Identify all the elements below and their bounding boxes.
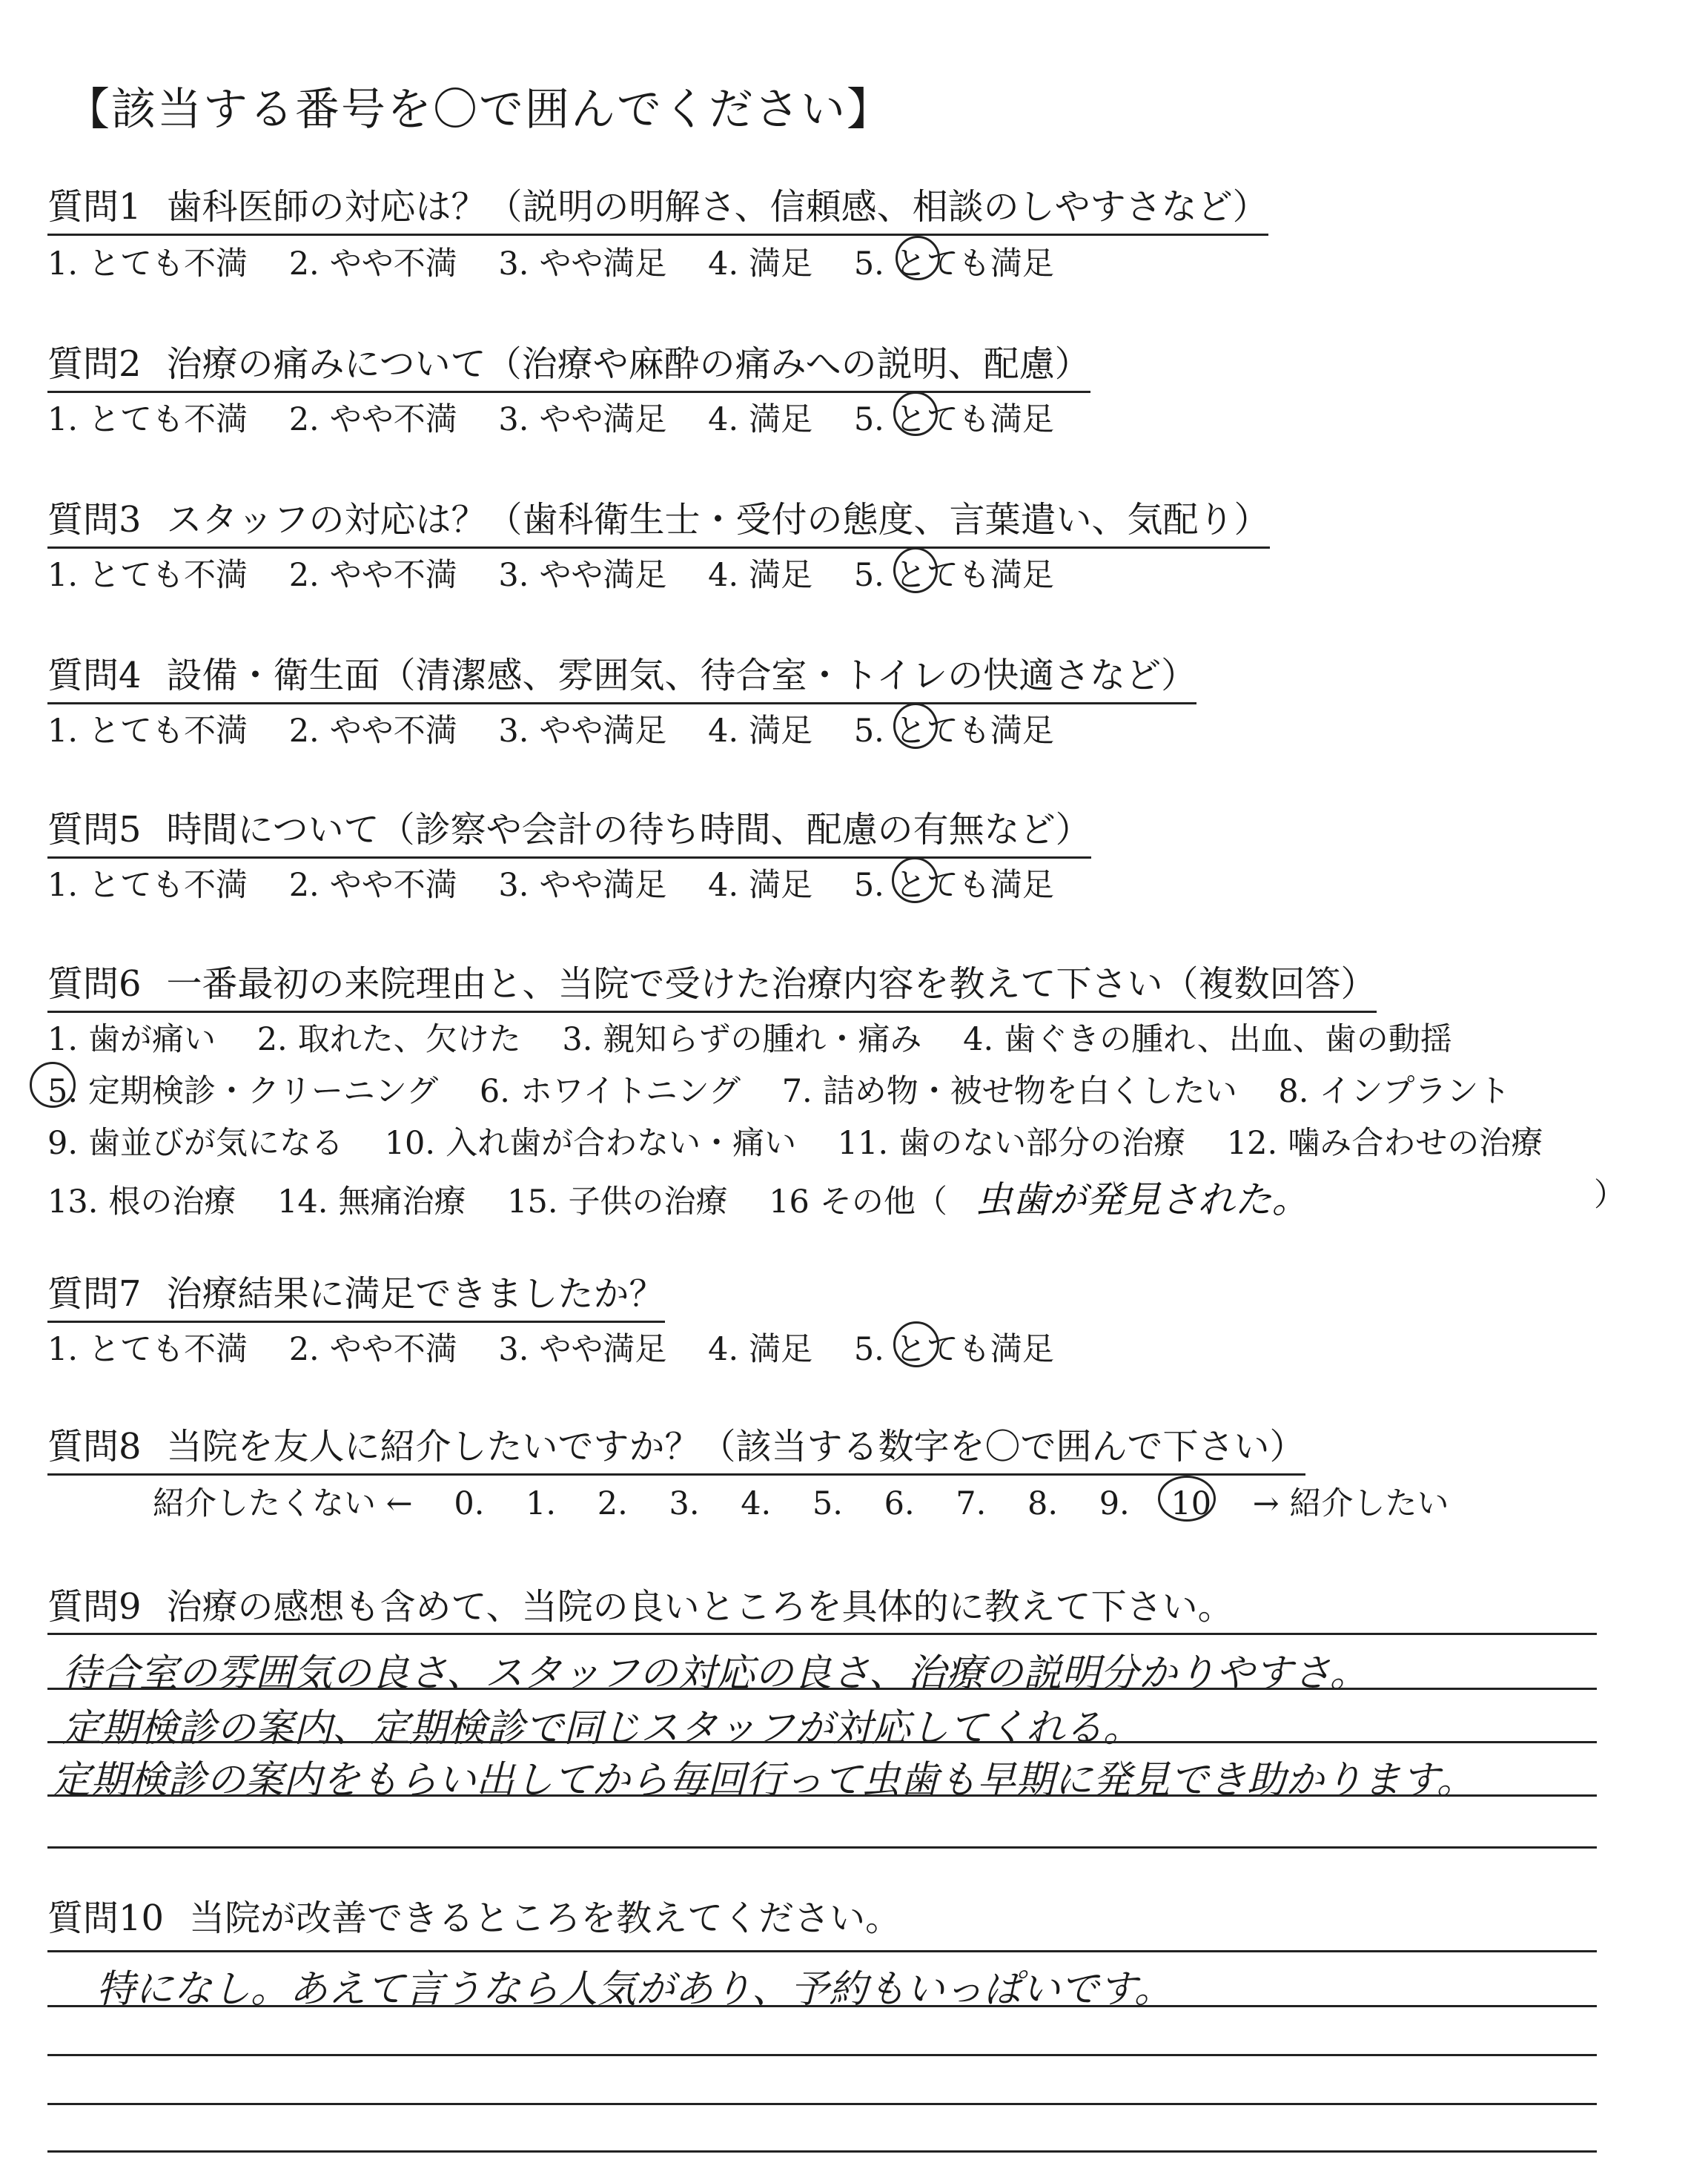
q6-option-4[interactable]: 4. 歯ぐきの腫れ、出血、歯の動揺	[963, 1021, 1452, 1058]
q6-option-9[interactable]: 9. 歯並びが気になる	[47, 1125, 344, 1162]
q6-options-row-3	[47, 1118, 1543, 1163]
q5-answer-circle	[892, 857, 938, 903]
q8-option-3[interactable]: 3.	[669, 1485, 700, 1522]
q2-option-3[interactable]: 3. やや満足	[498, 401, 667, 438]
q6-options-row-2	[47, 1066, 1510, 1112]
q1-option-3[interactable]: 3. やや満足	[498, 245, 667, 283]
q5-option-1[interactable]: 1. とても不満	[47, 867, 248, 904]
q8-option-1[interactable]: 1.	[526, 1485, 557, 1522]
q4-answer-circle	[893, 703, 938, 749]
question-5-heading	[47, 801, 1091, 859]
question-1-number: 質問1	[47, 186, 142, 228]
q10-answer-line-2-rule	[47, 2054, 1597, 2056]
q1-option-2[interactable]: 2. やや不満	[288, 245, 457, 283]
q8-option-9[interactable]: 9.	[1099, 1485, 1130, 1522]
question-2-number: 質問2	[47, 343, 142, 385]
question-1-text: 歯科医師の対応は？（説明の明解さ、信頼感、相談のしやすさなど）	[166, 186, 1268, 228]
q6-option-14[interactable]: 14. 無痛治療	[277, 1183, 466, 1221]
q6-other-handwritten: 虫歯が発見された。	[975, 1178, 1309, 1221]
q9-answer-line-2-rule	[47, 1741, 1597, 1743]
question-6-heading	[47, 955, 1377, 1013]
q3-option-5[interactable]: 5. とても満足	[853, 557, 1054, 594]
q8-option-2[interactable]: 2.	[597, 1485, 628, 1522]
q6-options-row-1	[47, 1014, 1452, 1060]
question-8-text: 当院を友人に紹介したいですか？（該当する数字を〇で囲んで下さい）	[166, 1426, 1305, 1467]
question-4-text: 設備・衛生面（清潔感、雰囲気、待合室・トイレの快適さなど）	[166, 655, 1197, 696]
q8-right-label: → 紹介したい	[1252, 1485, 1449, 1522]
q1-option-4[interactable]: 4. 満足	[708, 245, 813, 283]
q8-option-8[interactable]: 8.	[1027, 1485, 1059, 1522]
q6-option-15[interactable]: 15. 子供の治療	[507, 1183, 728, 1221]
q10-answer-line-top	[47, 1950, 1597, 1952]
q9-answer-line-1[interactable]: 待合室の雰囲気の良さ、スタッフの対応の良さ、治療の説明分かりやすさ。	[62, 1651, 1368, 1696]
q7-option-1[interactable]: 1. とても不満	[47, 1331, 248, 1368]
q9-answer-line-3[interactable]: 定期検診の案内をもらい出してから毎回行って虫歯も早期に発見でき助かります。	[52, 1758, 1475, 1803]
q6-answer-5-circle	[30, 1062, 76, 1108]
question-3-number: 質問3	[47, 499, 142, 541]
question-10-number: 質問10	[47, 1898, 165, 1939]
question-8-number: 質問8	[47, 1426, 142, 1467]
question-9-number: 質問9	[47, 1586, 142, 1628]
q5-option-4[interactable]: 4. 満足	[708, 867, 813, 904]
q1-option-5[interactable]: 5. とても満足	[853, 245, 1054, 283]
q1-answer-circle	[896, 236, 940, 280]
question-10-heading	[47, 1889, 901, 1945]
q9-answer-line-4-rule	[47, 1846, 1597, 1849]
q10-answer-line-1-rule	[47, 2005, 1597, 2007]
q7-option-2[interactable]: 2. やや不満	[288, 1331, 457, 1368]
q8-answer-circle	[1158, 1476, 1216, 1522]
q3-answer-circle	[893, 547, 938, 593]
question-5-text: 時間について（診察や会計の待ち時間、配慮の有無など）	[166, 809, 1091, 851]
question-3-heading	[47, 491, 1270, 549]
q4-option-5[interactable]: 5. とても満足	[853, 713, 1054, 750]
q8-option-6[interactable]: 6.	[884, 1485, 915, 1522]
q4-option-4[interactable]: 4. 満足	[708, 713, 813, 750]
q7-answer-circle	[893, 1321, 939, 1367]
q6-option-2[interactable]: 2. 取れた、欠けた	[256, 1021, 521, 1058]
q6-option-5[interactable]: 5. 定期検診・クリーニング	[47, 1073, 439, 1110]
question-9-text: 治療の感想も含めて、当院の良いところを具体的に教えて下さい。	[166, 1586, 1234, 1628]
q2-option-1[interactable]: 1. とても不満	[47, 401, 248, 438]
question-1-heading	[47, 178, 1268, 236]
q2-option-4[interactable]: 4. 満足	[708, 401, 813, 438]
q6-option-1[interactable]: 1. 歯が痛い	[47, 1021, 216, 1058]
q5-option-2[interactable]: 2. やや不満	[288, 867, 457, 904]
question-4-heading	[47, 647, 1196, 704]
q3-option-4[interactable]: 4. 満足	[708, 557, 813, 594]
q6-options-row-4	[47, 1170, 1309, 1223]
q2-option-5[interactable]: 5. とても満足	[853, 401, 1054, 438]
q6-option-11[interactable]: 11. 歯のない部分の治療	[837, 1125, 1186, 1162]
q6-option-12[interactable]: 12. 噛み合わせの治療	[1226, 1125, 1543, 1162]
q8-option-4[interactable]: 4.	[741, 1485, 772, 1522]
q2-option-2[interactable]: 2. やや不満	[288, 401, 457, 438]
q9-answer-line-1-rule	[47, 1688, 1597, 1690]
q8-scale-row	[153, 1479, 1449, 1524]
question-9-heading	[47, 1578, 1234, 1634]
q3-option-2[interactable]: 2. やや不満	[288, 557, 457, 594]
q3-option-1[interactable]: 1. とても不満	[47, 557, 248, 594]
q3-option-3[interactable]: 3. やや満足	[498, 557, 667, 594]
q9-answer-line-2[interactable]: 定期検診の案内、定期検診で同じスタッフが対応してくれる。	[62, 1706, 1142, 1751]
question-3-text: スタッフの対応は？（歯科衛生士・受付の態度、言葉遣い、気配り）	[166, 499, 1270, 541]
q8-option-7[interactable]: 7.	[956, 1485, 987, 1522]
q5-option-5[interactable]: 5. とても満足	[853, 867, 1054, 904]
q8-option-5[interactable]: 5.	[812, 1485, 843, 1522]
q9-answer-line-top	[47, 1633, 1597, 1635]
q4-option-1[interactable]: 1. とても不満	[47, 713, 248, 750]
q8-left-label: 紹介したくない ←	[153, 1485, 413, 1522]
q7-option-5[interactable]: 5. とても満足	[853, 1331, 1054, 1368]
q8-option-10[interactable]: 10	[1171, 1485, 1212, 1522]
question-7-number: 質問7	[47, 1273, 142, 1315]
form-title: 【該当する番号を〇で囲んでください】	[65, 84, 893, 136]
question-2-heading	[47, 335, 1090, 393]
q6-other-close-paren: ）	[1594, 1177, 1626, 1214]
question-2-text: 治療の痛みについて（治療や麻酔の痛みへの説明、配慮）	[166, 343, 1090, 385]
q1-option-1[interactable]: 1. とても不満	[47, 245, 248, 283]
q6-option-8[interactable]: 8. インプラント	[1278, 1073, 1511, 1110]
q10-answer-line-1[interactable]: 特になし。あえて言うなら人気があり、予約もいっぱいです。	[96, 1967, 1173, 2012]
q6-option-16[interactable]: 16 その他（	[769, 1183, 947, 1221]
q10-answer-line-3-rule	[47, 2103, 1597, 2105]
question-6-text: 一番最初の来院理由と、当院で受けた治療内容を教えて下さい（複数回答）	[166, 963, 1377, 1005]
q6-option-3[interactable]: 3. 親知らずの腫れ・痛み	[562, 1021, 922, 1058]
question-10-text: 当院が改善できるところを教えてください。	[189, 1898, 901, 1939]
q6-option-13[interactable]: 13. 根の治療	[47, 1183, 236, 1221]
question-7-heading	[47, 1265, 665, 1323]
question-8-heading	[47, 1418, 1305, 1476]
q7-option-3[interactable]: 3. やや満足	[498, 1331, 667, 1368]
q4-option-2[interactable]: 2. やや不満	[288, 713, 457, 750]
question-4-number: 質問4	[47, 655, 142, 696]
q2-answer-circle	[893, 392, 938, 436]
question-6-number: 質問6	[47, 963, 142, 1005]
q4-option-3[interactable]: 3. やや満足	[498, 713, 667, 750]
question-5-number: 質問5	[47, 809, 142, 851]
q7-option-4[interactable]: 4. 満足	[708, 1331, 813, 1368]
question-7-text: 治療結果に満足できましたか？	[166, 1273, 665, 1315]
q6-option-10[interactable]: 10. 入れ歯が合わない・痛い	[384, 1125, 797, 1162]
q8-option-0[interactable]: 0.	[454, 1485, 485, 1522]
q9-answer-line-3-rule	[47, 1794, 1597, 1797]
q5-option-3[interactable]: 3. やや満足	[498, 867, 667, 904]
q10-answer-line-4-rule	[47, 2150, 1597, 2153]
q6-option-6[interactable]: 6. ホワイトニング	[479, 1073, 741, 1110]
q6-option-7[interactable]: 7. 詰め物・被せ物を白くしたい	[781, 1073, 1237, 1110]
